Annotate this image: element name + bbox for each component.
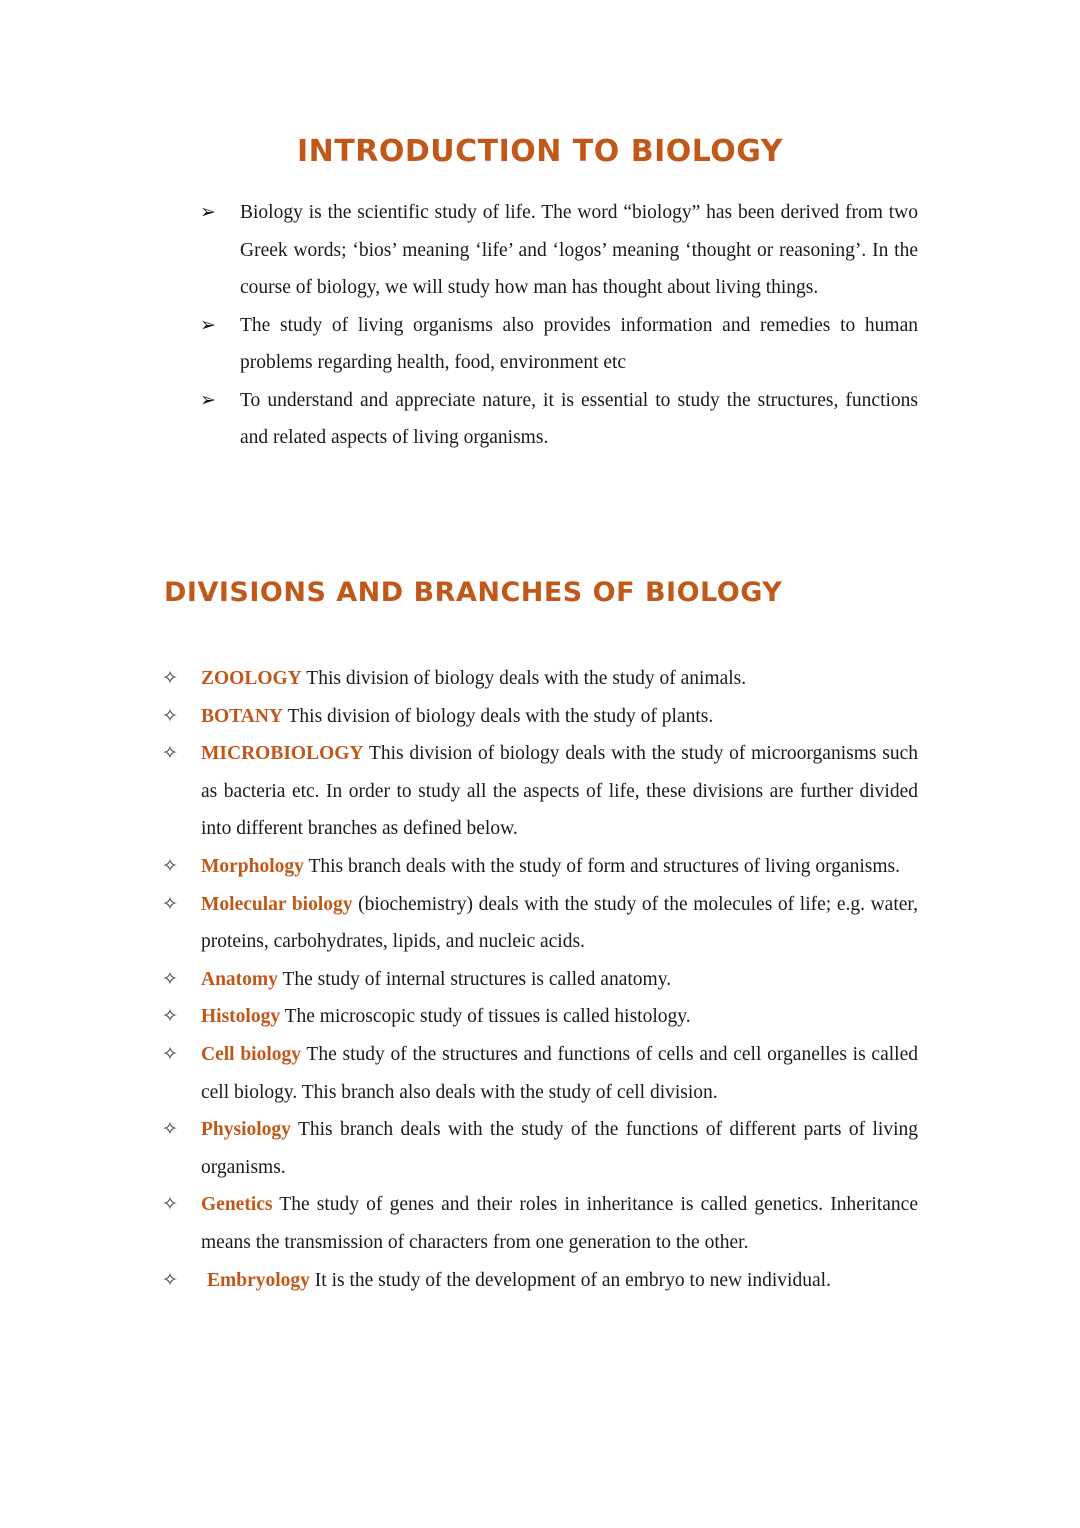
branch-text: This branch deals with the study of form and structures of living organisms. [303, 855, 901, 877]
branch-text: The study of internal structures is called anatomy. [277, 968, 672, 990]
branch-term: Genetics [201, 1194, 273, 1216]
branch-text: The study of genes and their roles in inheritance is called genetics. Inheritance means the transmission of characters from one generation to the other. [201, 1194, 918, 1253]
branch-term: Molecular biology [201, 893, 353, 915]
intro-list [200, 194, 918, 457]
division-term: MICROBIOLOGY [201, 743, 364, 765]
division-item-botany [162, 698, 918, 736]
branch-term: Physiology [201, 1119, 291, 1141]
section-heading: DIVISIONS AND BRANCHES OF BIOLOGY [164, 577, 783, 608]
four-point-star-icon: ✧ [162, 1042, 178, 1065]
branch-text: It is the study of the development of an embryo to new individual. [309, 1269, 831, 1291]
four-point-star-icon: ✧ [162, 1005, 178, 1028]
division-item-zoology [162, 660, 918, 698]
branch-item-cell-biology [162, 1036, 918, 1111]
division-text: This division of biology deals with the study of plants. [282, 705, 714, 727]
four-point-star-icon: ✧ [162, 1193, 178, 1216]
four-point-star-icon: ✧ [162, 1118, 178, 1141]
four-point-star-icon: ✧ [162, 742, 178, 765]
branch-item-histology [162, 998, 918, 1036]
division-term: ZOOLOGY [201, 668, 302, 689]
four-point-star-icon: ✧ [162, 704, 178, 727]
intro-item [200, 307, 918, 382]
divisions-list [162, 660, 918, 1299]
intro-text: Biology is the scientific study of life. The word “biology” has been derived from two Greek words; ‘bios’ meaning ‘life’ and ‘logos’ meaning ‘thought or reasoning’. In the course of biology, we will study how man has thought about living things. [240, 202, 918, 298]
four-point-star-icon: ✧ [162, 967, 178, 990]
four-point-star-icon: ✧ [162, 1268, 178, 1291]
branch-text: This branch deals with the study of the functions of different parts of living organisms. [201, 1119, 918, 1178]
four-point-star-icon: ✧ [162, 892, 178, 915]
branch-term: Embryology [207, 1269, 310, 1291]
division-text: This division of biology deals with the study of microorganisms such as bacteria etc. In order to study all the aspects of life, these divisions are further divided into different branches as defined below. [201, 743, 918, 840]
arrow-bullet-icon: ➢ [200, 314, 216, 336]
branch-text: The microscopic study of tissues is called histology. [280, 1006, 691, 1028]
branch-item-embryology [162, 1262, 918, 1300]
branch-text: (biochemistry) deals with the study of the molecules of life; e.g. water, proteins, carbohydrates, lipids, and nucleic acids. [201, 893, 918, 953]
branch-text: The study of the structures and functions of cells and cell organelles is called cell biology. This branch also deals with the study of cell division. [201, 1043, 918, 1103]
branch-term: Anatomy [201, 968, 278, 990]
intro-item [200, 382, 918, 457]
branch-term: Cell biology [201, 1043, 302, 1065]
branch-item-genetics [162, 1186, 918, 1261]
branch-item-physiology [162, 1111, 918, 1186]
division-term: BOTANY [201, 705, 283, 727]
four-point-star-icon: ✧ [162, 854, 178, 877]
branch-term: Histology [201, 1006, 281, 1028]
branch-term: Morphology [201, 855, 304, 877]
division-text: This division of biology deals with the study of animals. [301, 668, 747, 689]
branch-item-morphology [162, 848, 918, 886]
branch-item-molecular-biology [162, 886, 918, 961]
arrow-bullet-icon: ➢ [200, 389, 216, 411]
branch-item-anatomy [162, 961, 918, 999]
intro-item [200, 194, 918, 307]
page-title: INTRODUCTION TO BIOLOGY [297, 134, 783, 169]
division-item-microbiology [162, 735, 918, 848]
intro-text: To understand and appreciate nature, it is essential to study the structures, functions and related aspects of living organisms. [240, 389, 918, 448]
arrow-bullet-icon: ➢ [200, 202, 216, 223]
intro-text: The study of living organisms also provides information and remedies to human problems regarding health, food, environment etc [240, 314, 918, 373]
four-point-star-icon: ✧ [162, 667, 178, 689]
